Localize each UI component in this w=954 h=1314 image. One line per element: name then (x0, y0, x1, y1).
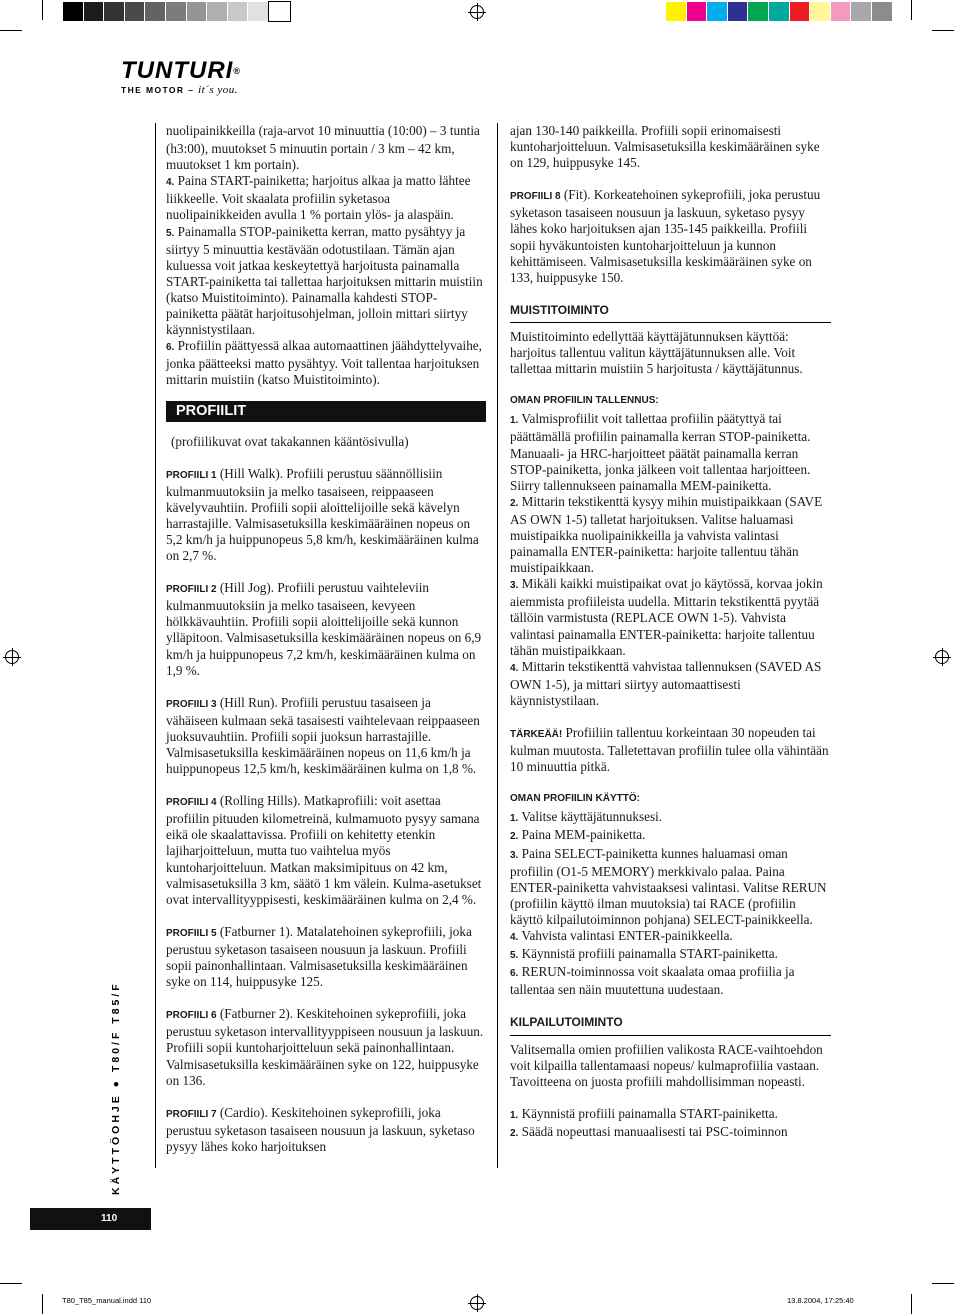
list-item (510, 946, 831, 964)
step-number: 1. (510, 415, 519, 427)
step-text: nuolipainikkeilla (raja-arvot 10 minuuttia (10:00) – 3 tuntia (h3:00), muutokset 5 minuutin portain / 3 km – 42 km, muutokset 1 km portain). (166, 123, 480, 173)
color-swatch (728, 2, 749, 21)
step-number: 2. (510, 831, 519, 843)
profile-label: PROFIILI 8 (510, 191, 561, 203)
save-heading: OMAN PROFIILIN TALLENNUS: (510, 395, 659, 407)
profile-text: (Rolling Hills). Matkaprofiili: voit asettaa profiilin pituuden kilometreinä, kulmamuoto pysyy samana eikä ole skaalattavissa. Profiili on kehitetty etenkin lajiharjoitteluun, mutta tuo vaihtelua myös kuntoharjoitteluun. Matkan maksimipituus on 42 km, valmisasetuksilla 3 km, säätö 1 km välein. Kulma-asetukset ovat intervallityyppisesti, keskimääräinen kulma on 2,4 %. (166, 793, 482, 907)
side-label-left: KÄYTTÖOHJE (110, 1093, 122, 1195)
profile-text: (Cardio). Keskitehoinen sykeprofiili, joka perustuu syketason tasaiseen nousuun ja laskuun, syketaso pysyy lähes koko harjoituksen (166, 1104, 475, 1154)
step-text: Paina MEM-painiketta. (521, 827, 646, 843)
profile-item (166, 1105, 486, 1155)
page-number-box (30, 1208, 151, 1230)
step-number: 1. (510, 813, 519, 825)
list-item (510, 1124, 831, 1142)
memory-heading: MUISTITOIMINTO (510, 302, 831, 323)
list-item (510, 1106, 831, 1124)
right-column (510, 123, 831, 1142)
profile-item (166, 924, 486, 990)
profile-text: (Fit). Korkeatehoinen sykeprofiili, joka perustuu syketason tasaiseen nousuun ja laskuun, syketaso pysyy lähes koko harjoituksen ajan 135-145 paikkeilla. Profiili sopii hyväkuntoisten kuntoharjoitteluun ja kunnon kehittämiseen. Valmisasetuksilla keskimääräinen syke on 133, huippusyke 150. (510, 187, 821, 285)
color-swatch (748, 2, 769, 21)
step-text: Mikäli kaikki muistipaikat ovat jo käytössä, korvaa jokin aiemmista profiileista uudella. Mittarin tekstikenttä pyytää tällöin varmistusta (REPLACE OWN 1-5). Vahvista valintasi painamalla ENTER-painiketta: harjoite tallentuu tähän muistipaikkaan. (510, 576, 823, 658)
step-text: Paina START-painiketta; harjoitus alkaa ja matto lähtee liikkeelle. Voit skaalata profiilin syketasoa nuolipainikkeiden avulla 1 % portain ylös- ja alaspäin. (166, 173, 471, 223)
list-item (510, 846, 831, 928)
list-item (166, 173, 486, 223)
profiles-heading: PROFIILIT (166, 401, 486, 422)
crop-mark (932, 30, 954, 31)
footer-file: T80_T85_manual.indd 110 (62, 1296, 152, 1305)
profile-text: (Hill Walk). Profiili perustuu säännöllisiin kulmanmuutoksiin ja melko tasaiseen, reippaaseen kävelyvauhtiin. Profiili sopii aloittelijoille sekä kävelyn harrastajille. Valmisasetuksilla keskimääräinen nopeus on 5,2 km/h ja huippunopeus 5,8 km/h, keskimääräinen kulma on 2,7 %. (166, 465, 479, 564)
step-number: 4. (510, 662, 519, 674)
list-item (166, 338, 486, 388)
list-item (510, 411, 831, 493)
list-item (510, 827, 831, 845)
profile-label: PROFIILI 4 (166, 797, 217, 809)
step-number: 5. (510, 950, 519, 962)
color-swatch (872, 2, 893, 21)
profiles-note: (profiilikuvat ovat takakannen kääntösivulla) (171, 433, 409, 449)
profile7-continued: ajan 130-140 paikkeilla. Profiili sopii erinomaisesti kuntoharjoitteluun. Valmisasetuksilla keskimääräinen syke on 129, huippusyke 145. (510, 123, 820, 171)
crop-mark (932, 1283, 954, 1284)
footer-timestamp: 13.8.2004, 17:25:40 (787, 1296, 854, 1305)
profile-text: (Hill Run). Profiili perustuu tasaiseen ja vähäiseen kulmaan sekä tasaisesti vaihtelevaan reippaaseen juoksuvauhtiin. Profiili sopii juoksun harrastajille. Valmisasetuksilla keskimääräinen nopeus on 11,6 km/h ja huippunopeus 12,5 km/h, keskimääräinen kulma on 1,8 %. (166, 694, 480, 777)
step-text: Käynnistä profiili painamalla START-painiketta. (521, 946, 778, 962)
crop-mark (0, 1283, 22, 1284)
step-number: 1. (510, 1109, 519, 1121)
color-swatch (166, 2, 187, 21)
profile-item (166, 466, 486, 565)
list-item (166, 123, 486, 173)
list-item (510, 576, 831, 658)
color-swatch (769, 2, 790, 21)
color-swatch (104, 2, 125, 21)
color-swatch (687, 2, 708, 21)
step-text: Mittarin tekstikenttä kysyy mihin muistipaikkaan (SAVE AS OWN 1-5) talletat harjoituksen. Valitse haluamasi muistipaikka nuolipainikkeilla ja vahvista valintasi painamalla ENTER-painiketta: harjoite tallentuu tähän muistipaikkaan. (510, 493, 823, 576)
step-text: RERUN-toiminnossa voit skaalata omaa profiilia ja tallentaa sen näin muutettuna uudestaan. (510, 964, 795, 998)
step-text: Säädä nopeuttasi manuaalisesti tai PSC-toiminnon (521, 1123, 788, 1139)
profile-item (166, 1006, 486, 1088)
step-number: 5. (166, 227, 175, 239)
profile-text: (Hill Jog). Profiili perustuu vaihteleviin kulmanmuutoksiin ja melko tasaiseen, kevyeen hölkkävauhtiin. Profiili sopii aloittelijoille sekä kunnon ylläpitoon. Valmisasetuksilla keskimääräinen nopeus on 6,9 km/h ja huippunopeus 7,2 km/h, keskimääräinen kulma on 1,9 %. (166, 580, 482, 678)
intro-steps (166, 123, 486, 389)
step-number: 4. (510, 932, 519, 944)
step-number: 3. (510, 580, 519, 592)
color-swatch (707, 2, 728, 21)
logo-tagline-script: it´s you. (198, 84, 239, 96)
color-swatch (851, 2, 872, 21)
step-text: Vahvista valintasi ENTER-painikkeella. (521, 928, 733, 944)
step-text: Käynnistä profiili painamalla START-painiketta. (521, 1105, 778, 1121)
race-heading: KILPAILUTOIMINTO (510, 1014, 831, 1035)
step-number: 2. (510, 497, 519, 509)
color-swatch (790, 2, 811, 21)
crop-mark (911, 1294, 912, 1314)
crop-mark (0, 30, 22, 31)
logo-tagline: THE MOTOR – (121, 85, 199, 95)
use-steps (510, 809, 831, 998)
list-item (510, 809, 831, 827)
step-text: Paina SELECT-painiketta kunnes haluamasi oman profiilin (O1-5 MEMORY) merkkivalo palaa. Paina ENTER-painiketta vahvistaaksesi valintasi. Valitse RERUN (profiilin käyttö ilman muutoksia) tai RACE (profiilin käyttö kilpailutoiminnon pohjana) SELECT-painikkeella. (510, 845, 827, 927)
registration-mark-icon (470, 5, 484, 19)
color-swatch (831, 2, 852, 21)
profile-label: PROFIILI 3 (166, 698, 217, 710)
color-swatch (248, 2, 269, 21)
color-swatch (810, 2, 831, 21)
profile-item (510, 187, 831, 286)
save-steps (510, 411, 831, 709)
side-label (110, 981, 122, 1195)
step-number: 3. (510, 849, 519, 861)
profile-label: PROFIILI 1 (166, 469, 217, 481)
step-text: Valitse käyttäjätunnuksesi. (521, 809, 663, 825)
profile-text: (Fatburner 2). Keskitehoinen sykeprofiili, joka perustuu syketason intervallityyppiseen nousuun ja laskuun. Profiili sopii kuntoharjoitteluun sekä painonhallintaan. Valmisasetuksilla keskimääräinen syke on 122, huippusyke on 136. (166, 1006, 484, 1088)
registration-mark-icon (935, 650, 949, 664)
color-swatch (84, 2, 105, 21)
step-number: 4. (166, 177, 175, 189)
color-swatch (666, 2, 687, 21)
list-item (510, 928, 831, 946)
step-text: Valmisprofiilit voit tallettaa profiilin päätyttyä tai päättämällä profiilin painamalla kerran STOP-painiketta. Manuaali- ja HRC-harjoitteet päätät painamalla kerran STOP-painiketta, jonka jälkeen voit tallentaa harjoitteen. Siirry tallennukseen painamalla MEM-painiketta. (510, 411, 811, 493)
step-number: 6. (510, 968, 519, 980)
color-swatch (269, 2, 290, 21)
important-note (510, 725, 831, 775)
crop-mark (42, 1294, 43, 1314)
registration-mark-icon (5, 650, 19, 664)
grey-swatch-bar (63, 2, 290, 21)
crop-mark (42, 0, 43, 20)
profile-item (166, 580, 486, 679)
step-number: 2. (510, 1127, 519, 1139)
list-item (510, 964, 831, 998)
profile-text: (Fatburner 1). Matalatehoinen sykeprofiili, joka perustuu syketason tasaiseen nousuun ja laskuun. Profiili sopii painonhallintaan. Valmisasetuksilla keskimääräinen syke on 114, huippusyke 125. (166, 923, 472, 990)
profile-item (166, 793, 486, 908)
step-number: 6. (166, 342, 175, 354)
tunturi-logo (121, 58, 241, 96)
profile-label: PROFIILI 6 (166, 1010, 217, 1022)
logo-brand: TUNTURI (121, 57, 234, 84)
step-text: Profiilin päättyessä alkaa automaattinen jäähdyttelyvaihe, jonka päätteeksi matto pysähtyy. Voit tallentaa harjoituksen mittarin muistiin (katso Muistitoiminto). (166, 338, 482, 388)
left-margin-rule (155, 123, 156, 1168)
color-swatch (63, 2, 84, 21)
page-number: 110 (101, 1213, 118, 1224)
step-text: Painamalla STOP-painiketta kerran, matto pysähtyy ja siirtyy 5 minuuttia kestävään odotustilaan. Tämän ajan kuluessa voit jatkaa keskeytettyä harjoitusta painamalla START-painiketta tai tallettaa harjoituksen mittarin muistiin (katso Muistitoiminto). Painamalla kahdesti STOP-painiketta päätät harjoitusohjelman, jolloin mittari siirtyy käynnistystilaan. (166, 223, 483, 338)
crop-mark (911, 0, 912, 20)
race-steps (510, 1106, 831, 1142)
color-swatch (125, 2, 146, 21)
side-label-right: T80/F T85/F (110, 981, 122, 1073)
color-swatch (145, 2, 166, 21)
side-label-bullet: ● (110, 1077, 122, 1088)
list-item (166, 224, 486, 339)
use-heading: OMAN PROFIILIN KÄYTTÖ: (510, 793, 640, 805)
registered-mark: ® (233, 66, 241, 76)
color-swatch-bar (666, 2, 893, 21)
important-label: TÄRKEÄÄ! (510, 729, 563, 740)
important-text: Profiiliin tallentuu korkeintaan 30 nopeuden tai kulman muutosta. Talletettavan profiilin tulee olla vähintään 10 minuuttia pitkä. (510, 725, 829, 775)
profile-label: PROFIILI 5 (166, 927, 217, 939)
race-text: Valitsemalla omien profiilien valikosta RACE-vaihtoehdon voit kilpailla tallentamaasi nopeus/ kulmaprofiilia vastaan. Tavoitteena on juosta profiili mahdollisimman nopeasti. (510, 1041, 823, 1089)
profile-item (166, 695, 486, 777)
color-swatch (187, 2, 208, 21)
list-item (510, 494, 831, 576)
column-divider (497, 123, 498, 1168)
profile-label: PROFIILI 7 (166, 1108, 217, 1120)
profile-label: PROFIILI 2 (166, 584, 217, 596)
memory-text: Muistitoiminto edellyttää käyttäjätunnuksen käyttöä: harjoitus tallentuu valitun käyttäjätunnuksen alle. Voit tallettaa mittarin muistiin 5 harjoitusta / käyttäjätunnus. (510, 328, 803, 377)
step-text: Mittarin tekstikenttä vahvistaa tallennuksen (SAVED AS OWN 1-5), ja mittari siirtyy automaattisesti käynnistystilaan. (510, 658, 822, 708)
color-swatch (207, 2, 228, 21)
left-column (166, 123, 486, 1155)
profiles-list (166, 466, 486, 1155)
list-item (510, 659, 831, 709)
color-swatch (228, 2, 249, 21)
registration-mark-icon (470, 1296, 484, 1310)
